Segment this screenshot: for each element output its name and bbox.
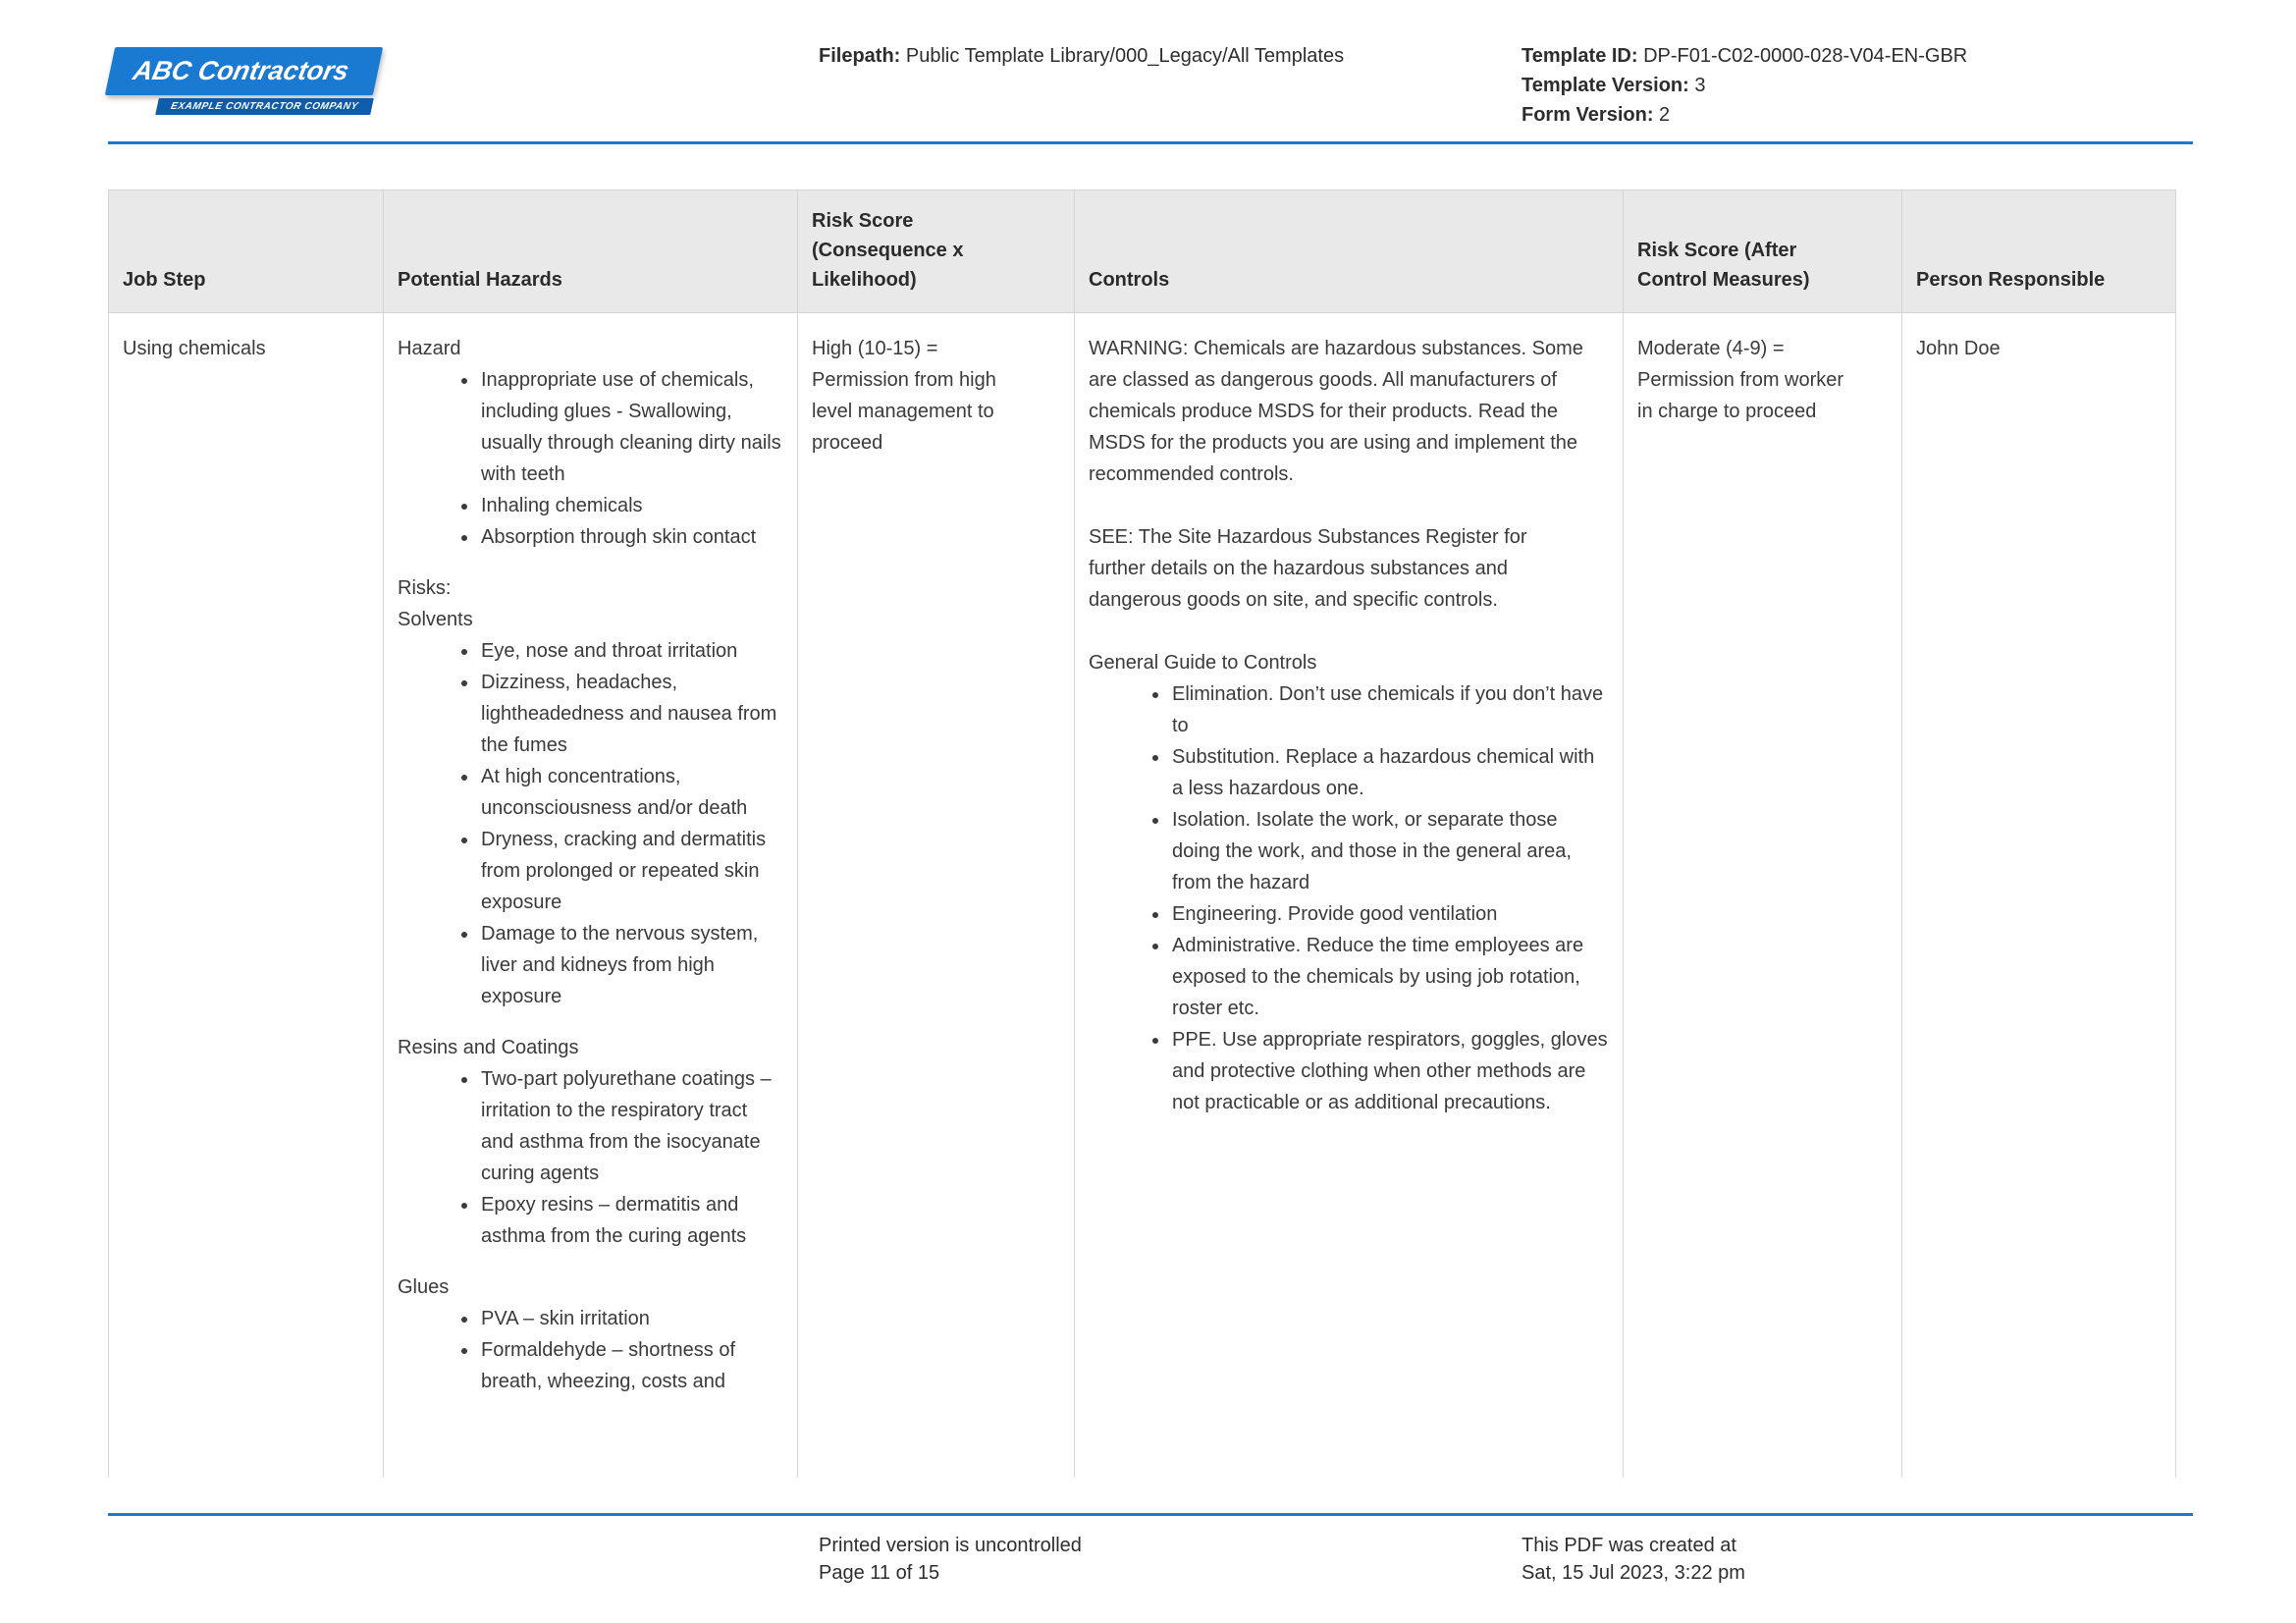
cell-risk-score-before (798, 313, 1075, 1479)
hazard-section-glues (398, 1271, 783, 1397)
footer-divider (108, 1513, 2193, 1516)
bullet-list (1089, 678, 1609, 1118)
column-header-label: Potential Hazards (398, 269, 562, 291)
template-id-line (1522, 41, 1967, 71)
bullet-list (398, 635, 783, 1012)
column-header-label: Risk Score (Consequence x Likelihood) (812, 210, 964, 291)
section-heading: Glues (398, 1276, 450, 1298)
template-version-label: Template Version: (1522, 75, 1689, 96)
cell-job-step (109, 313, 384, 1479)
form-version-line (1522, 100, 1967, 130)
cell-person-responsible (1902, 313, 2176, 1479)
bullet-item: • Eye, nose and throat irritation (479, 635, 783, 667)
filepath-value: Public Template Library/000_Legacy/All Templates (905, 45, 1345, 67)
column-header-risk-score-before (798, 190, 1075, 313)
bullet-list (398, 1303, 783, 1397)
risk-table-container (108, 189, 2177, 1478)
bullet-item: • Damage to the nervous system, liver and kidneys from high exposure (479, 918, 783, 1012)
person-responsible-text: John Doe (1916, 338, 2001, 359)
hazard-section-solvents (398, 604, 783, 1012)
cell-risk-score-after (1624, 313, 1902, 1479)
bullet-item: • Absorption through skin contact (479, 521, 783, 553)
template-version-line (1522, 71, 1967, 100)
filepath-label: Filepath: (819, 45, 901, 67)
risk-score-before-text: High (10-15) = Permission from high level management to proceed (812, 338, 996, 454)
form-version-value: 2 (1659, 104, 1671, 126)
column-header-person-responsible (1902, 190, 2176, 313)
company-logo (110, 47, 378, 115)
printed-note: Printed version is uncontrolled (819, 1535, 1082, 1556)
logo-title: ABC Contractors (105, 47, 383, 95)
bullet-item: • Inhaling chemicals (479, 490, 783, 521)
header-divider (108, 141, 2193, 144)
footer-created-info (1522, 1532, 1745, 1587)
bullet-item: • At high concentrations, unconsciousness and/or death (479, 761, 783, 824)
risk-score-after-text: Moderate (4-9) = Permission from worker in charge to proceed (1637, 338, 1844, 422)
template-version-value: 3 (1694, 75, 1706, 96)
section-heading: Resins and Coatings (398, 1037, 579, 1058)
cell-potential-hazards (384, 313, 798, 1479)
hazard-section-risks (398, 572, 783, 604)
column-header-label: Controls (1089, 269, 1170, 291)
controls-guide-heading: General Guide to Controls (1089, 652, 1317, 674)
column-header-label: Job Step (123, 269, 206, 291)
page-number: Page 11 of 15 (819, 1562, 940, 1584)
bullet-item: • PPE. Use appropriate respirators, goggles, gloves and protective clothing when other methods are not practicable or as additional precautions. (1170, 1024, 1609, 1118)
bullet-item: • Isolation. Isolate the work, or separate those doing the work, and those in the general area, from the hazard (1170, 804, 1609, 898)
bullet-item: • Formaldehyde – shortness of breath, wheezing, costs and (479, 1334, 783, 1397)
bullet-item: • Two-part polyurethane coatings – irritation to the respiratory tract and asthma from the isocyanate curing agents (479, 1063, 783, 1189)
controls-see-paragraph: SEE: The Site Hazardous Substances Register for further details on the hazardous substances and dangerous goods on site, and specific controls. (1089, 526, 1527, 611)
bullet-item: • Epoxy resins – dermatitis and asthma from the curing agents (479, 1189, 783, 1252)
form-version-label: Form Version: (1522, 104, 1654, 126)
bullet-item: • Substitution. Replace a hazardous chemical with a less hazardous one. (1170, 741, 1609, 804)
column-header-label: Person Responsible (1916, 269, 2106, 291)
template-id-label: Template ID: (1522, 45, 1638, 67)
bullet-item: • Inappropriate use of chemicals, including glues - Swallowing, usually through cleaning dirty nails with teeth (479, 364, 783, 490)
cell-controls (1075, 313, 1624, 1479)
column-header-job-step (109, 190, 384, 313)
filepath (819, 41, 1344, 71)
bullet-list (398, 364, 783, 553)
hazard-section-hazard (398, 333, 783, 553)
section-heading: Hazard (398, 338, 461, 359)
hazard-section-resins (398, 1032, 783, 1252)
column-header-potential-hazards (384, 190, 798, 313)
table-row (109, 313, 2176, 1479)
footer-print-info (819, 1532, 1082, 1587)
bullet-item: • Administrative. Reduce the time employees are exposed to the chemicals by using job rotation, roster etc. (1170, 930, 1609, 1024)
column-header-label: Risk Score (After Control Measures) (1637, 240, 1810, 291)
job-step-text: Using chemicals (123, 338, 266, 359)
template-meta (1522, 41, 1967, 130)
bullet-item: • Engineering. Provide good ventilation (1170, 898, 1609, 930)
bullet-item: • Dryness, cracking and dermatitis from prolonged or repeated skin exposure (479, 824, 783, 918)
bullet-list (398, 1063, 783, 1252)
bullet-item: • Dizziness, headaches, lightheadedness and nausea from the fumes (479, 667, 783, 761)
created-timestamp: Sat, 15 Jul 2023, 3:22 pm (1522, 1562, 1745, 1584)
table-header-row (109, 190, 2176, 313)
template-id-value: DP-F01-C02-0000-028-V04-EN-GBR (1643, 45, 1968, 67)
bullet-item: • PVA – skin irritation (479, 1303, 783, 1334)
logo-subtitle: EXAMPLE CONTRACTOR COMPANY (155, 98, 373, 115)
column-header-risk-score-after (1624, 190, 1902, 313)
section-heading: Risks: (398, 577, 452, 599)
section-heading: Solvents (398, 609, 473, 630)
column-header-controls (1075, 190, 1624, 313)
controls-warning-paragraph: WARNING: Chemicals are hazardous substances. Some are classed as dangerous goods. All manufacturers of chemicals produce MSDS for their products. Read the MSDS for the products you are using and implement the recommended controls. (1089, 338, 1583, 485)
bullet-item: • Elimination. Don’t use chemicals if you don’t have to (1170, 678, 1609, 741)
risk-assessment-table (108, 189, 2176, 1478)
created-label: This PDF was created at (1522, 1535, 1736, 1556)
